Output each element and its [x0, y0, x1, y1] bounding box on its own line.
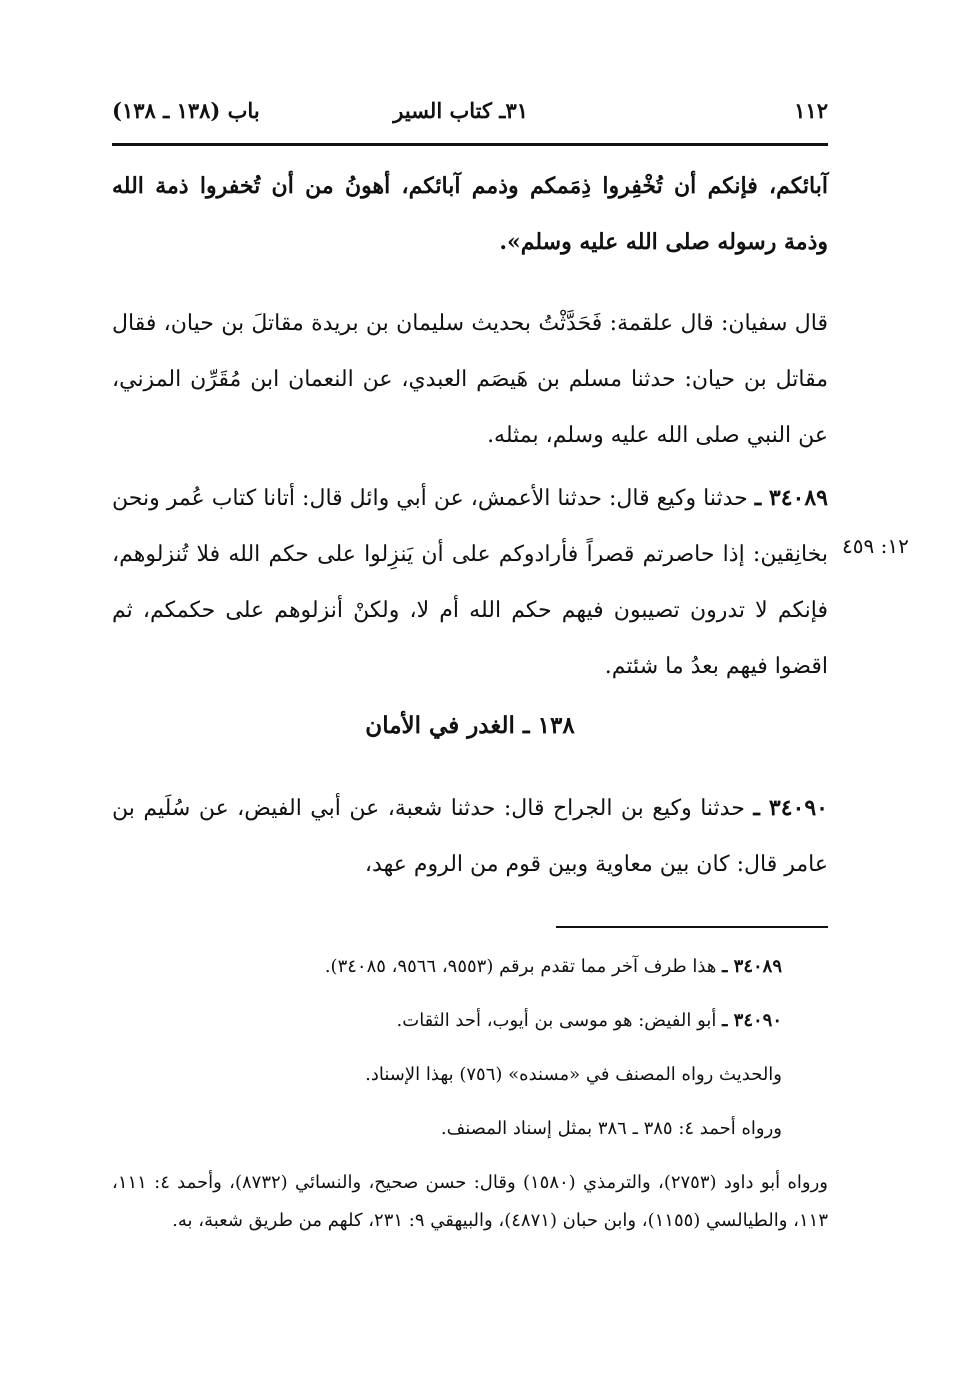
footnote-number: ٣٤٠٨٩ ـ: [722, 956, 782, 977]
footnote-5: ورواه أبو داود (٢٧٥٣)، والترمذي (١٥٨٠) وقال: حسن صحيح، والنسائي (٨٧٣٢)، وأحمد ٤: ١١١، ١١٣، والطيالسي (١١٥٥)، وابن حبان (٤٨٧١)، والبيهقي ٩: ٢٣١، كلهم من طريق شعبة، به.: [112, 1172, 828, 1231]
hadith-text: حدثنا وكيع بن الجراح قال: حدثنا شعبة، عن أبي الفيض، عن سُلَيم بن عامر قال: كان بين معاوية وبين قوم من الروم عهد،: [112, 796, 828, 877]
hadith-text: حدثنا وكيع قال: حدثنا الأعمش، عن أبي وائل قال: أتانا كتاب عُمر ونحن بخانِقين: إذا حاصرتم قصراً فأرادوكم على أن يَنزِلوا على حكم الله فلا تُنزلوهم، فإنكم لا تدرون تصيبون فيهم حكم الله أم لا، ولكنْ أنزلوهم على حكمكم، ثم اقضوا فيهم بعدُ ما شئتم.: [112, 486, 828, 679]
header-rule: [112, 143, 828, 146]
hadith-34090: [112, 780, 828, 893]
footnote-text: هذا طرف آخر مما تقدم برقم (٩٥٥٣، ٩٥٦٦، ٣٤٠٨٥).: [324, 956, 717, 977]
footnote-2: [112, 1002, 782, 1040]
hadith-number: ٣٤٠٨٩ ـ: [754, 485, 828, 511]
footnote-3: والحديث رواه المصنف في «مسنده» (٧٥٦) بهذا الإسناد.: [365, 1064, 782, 1085]
running-header: [112, 92, 828, 132]
paragraph-continuation: آبائكم، فإنكم أن تُخْفِروا ذِمَمكم وذمم آبائكم، أهونُ من أن تُخفروا ذمة الله وذمة رسوله صلى الله عليه وسلم».: [112, 173, 828, 255]
footnote-rule: [556, 926, 828, 928]
chapter-range: باب (١٣٨ ـ ١٣٨): [112, 98, 260, 123]
footnote-number: ٣٤٠٩٠ ـ: [722, 1010, 782, 1031]
section-title: ١٣٨ ـ الغدر في الأمان: [365, 712, 575, 739]
footnote-text: أبو الفيض: هو موسى بن أيوب، أحد الثقات.: [396, 1010, 717, 1031]
footnote-1: [112, 948, 782, 986]
paragraph-sufyan: قال سفيان: قال علقمة: فَحَدَّثْتُ بحديث سليمان بن بريدة مقاتلَ بن حيان، فقال مقاتل بن حيان: حدثنا مسلم بن هَيصَم العبدي، عن النعمان ابن مُقَرِّن المزني، عن النبي صلى الله عليه وسلم، بمثله.: [112, 311, 828, 448]
book-title: ٣١ـ كتاب السير: [393, 98, 528, 123]
hadith-number: ٣٤٠٩٠ ـ: [753, 795, 828, 821]
footnote-4: ورواه أحمد ٤: ٣٨٥ ـ ٣٨٦ بمثل إسناد المصنف.: [440, 1118, 782, 1139]
margin-reference: ١٢: ٤٥٩: [842, 534, 909, 558]
page-number: ١١٢: [794, 98, 828, 123]
hadith-34089: [112, 470, 828, 695]
